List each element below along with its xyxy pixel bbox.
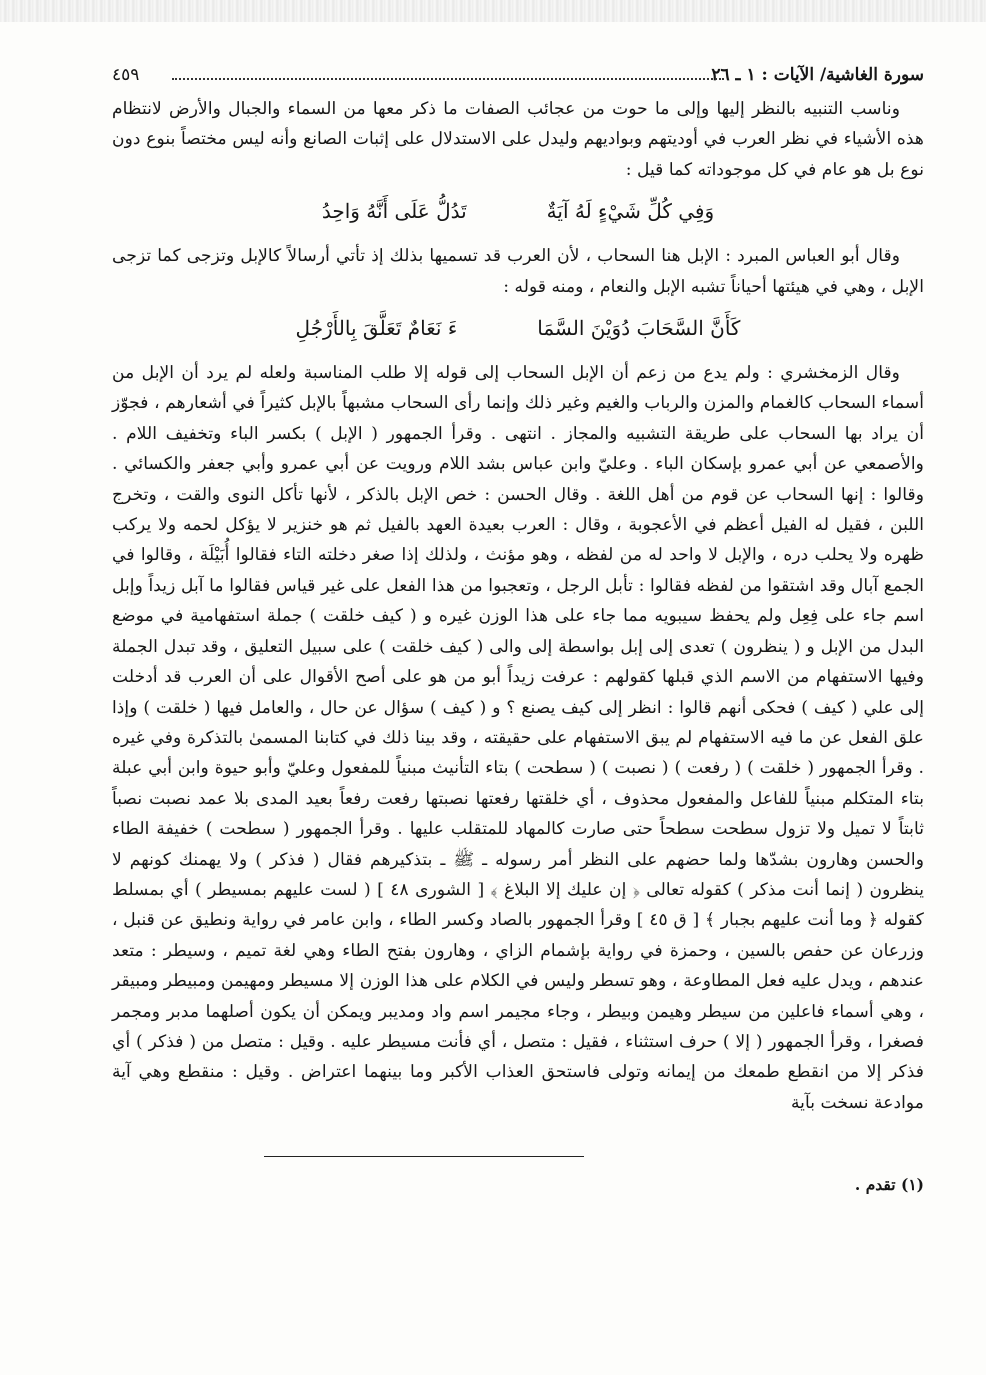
poem-verse (112, 187, 924, 235)
paragraph-mubarrad: وقال أبو العباس المبرد : الإبل هنا السحاب ، لأن العرب قد تسميها بذلك إذ تأتي أرسالاً كالإبل وتزجى كما تزجى الإبل ، وهي في هيئتها أحياناً تشبه الإبل والنعام ، ومنه قوله : (112, 246, 924, 297)
paragraph-zamakhshari: وقال الزمخشري : ولم يدع من زعم أن الإبل السحاب إلى قوله إلا طلب المناسبة ولعله لم يرد أن الإبل من أسماء السحاب كالغمام والمزن والرباب والغيم وغير ذلك وإنما رأى السحاب مشبهاً بالإبل كثيراً في أشعارهم ، فجوّز أن يراد بها السحاب على طريقة التشبيه والمجاز . انتهى . وقرأ الجمهور ( الإبل ) بكسر الباء وتخفيف اللام . والأصمعي عن أبي عمرو بإسكان الباء . وعليّ وابن عباس بشد اللام ورويت عن أبي عمرو وأبي جعفر والكسائي . وقالوا : إنها السحاب عن قوم من أهل اللغة . وقال الحسن : خص الإبل بالذكر ، لأنها تأكل النوى والقت ، وتخرج اللبن ، فقيل له الفيل أعظم في الأعجوبة ، وقال : العرب بعيدة العهد بالفيل ثم هو خنزير لا يؤكل لحمه ولا يركب ظهره ولا يحلب دره ، والإبل لا واحد له من لفظه ، وهو مؤنث ، ولذلك إذا صغر دخلته التاء فقالوا أُبَيْلَة ، وقالوا في الجمع آبال وقد اشتقوا من لفظه فقالوا : تأبل الرجل ، وتعجبوا من هذا الفعل على غير قياس فقالوا ما آبل زيداً وإبل اسم جاء على فِعِل ولم يحفظ سيبويه مما جاء على هذا الوزن غيره و ( كيف خلقت ) جملة استفهامية في موضع البدل من الإبل و ( ينظرون ) تعدى إلى إبل بواسطة إلى والى ( كيف خلقت ) على سبيل التعليق ، وقد تبدل الجملة وفيها الاستفهام من الاسم الذي قبلها كقولهم : عرفت زيداً أبو من هو على أصح الأقوال على أن العرب قد أدخلت إلى علي ( كيف ) فحكى أنهم قالوا : انظر إلى كيف يصنع ؟ و ( كيف ) سؤال عن حال ، والعامل فيها ( خلقت ) وإذا علق الفعل عن ما فيه الاستفهام لم يبق الاستفهام على حقيقته ، وقد بينا ذلك في كتابنا المسمىٰ بالتذكرة وفي غيره . وقرأ الجمهور ( خلقت ) ( رفعت ) ( نصبت ) ( سطحت ) بتاء التأنيث مبنياً للمفعول وعليّ وأبو حيوة وابن أبي عبلة بتاء المتكلم مبنياً للفاعل والمفعول محذوف ، أي خلقتها رفعتها نصبتها رفعت رفعاً بعيد المدى بلا عمد نصبت نصباً ثابتاً لا تميل ولا تزول سطحت سطحاً حتى صارت كالمهاد للمتقلب عليها . وقرأ الجمهور ( سطحت ) خفيفة الطاء والحسن وهارون بشدّها ولما حضهم على النظر أمر رسوله ـ ﷺ ـ بتذكيرهم فقال ( فذكر ) ولا يهمنك كونهم لا ينظرون ( إنما أنت مذكر ) كقوله تعالى ﴿ إن عليك إلا البلاغ ﴾ [ الشورى ٤٨ ] ( لست عليهم بمسيطر ) أي بمسلط كقوله ﴿ وما أنت عليهم بجبار ﴾ [ ق ٤٥ ] وقرأ الجمهور بالصاد وكسر الطاء ، وابن عامر في رواية ونطيق عن قنبل ، وزرعان عن حفص بالسين ، وحمزة في رواية بإشمام الزاي ، وهارون بفتح الطاء وهي لغة تميم ، وسيطر : متعد عندهم ، ويدل عليه فعل المطاوعة ، وهو تسطر وليس في الكلام على هذا الوزن إلا مسيطر ومهيمن ومبيطر ومبيقر ، وهي أسماء فاعلين من سيطر وهيمن وبيطر ، وجاء مجيمر اسم واد ومديبر ويمكن أن يكون أصلهما مدبر ومجمر فصغرا ، وقرأ الجمهور ( إلا ) حرف استثناء ، فقيل : متصل ، أي فأنت مسيطر عليه . وقيل : متصل من ( فذكر ) أي فذكر إلا من انقطع طمعك من إيمانه وتولى فاستحق العذاب الأكبر وما بينهما اعتراض . وقيل : منقطع وهي آية موادعة نسخت بآية (112, 363, 925, 1113)
header-leader-dots (172, 78, 724, 80)
footnote-separator (264, 1156, 584, 1157)
verse-hemistich: كَأَنَّ السَّحَابَ دُوَيْنَ السَّمَا (537, 316, 741, 341)
verse-hemistich: تَدُلُّ عَلَى أَنَّهُ وَاحِدُ (321, 199, 467, 224)
running-header (112, 60, 924, 94)
scan-edge-artifact (0, 0, 986, 22)
paragraph-intro: وناسب التنبيه بالنظر إليها وإلى ما حوت من عجائب الصفات ما ذكر معها من السماء والجبال والأرض لانتظام هذه الأشياء في نظر العرب في أوديتهم وبواديهم وليدل على الاستدلال على إثبات الصانع وأنه ليس مختصاً بنوع دون نوع بل هو عام في كل موجوداته كما قيل : (112, 99, 924, 180)
poem-verse (112, 304, 924, 352)
page-number: ٤٥٩ (112, 65, 140, 85)
book-page (112, 60, 924, 1340)
footnote: (١) تقدم . (854, 1175, 924, 1195)
verse-hemistich: وَفِي كُلِّ شَيْءٍ لَهُ آيَةٌ (546, 199, 715, 224)
verse-hemistich: ءَ نَعَامٌ تَعَلَّقَ بِالأَرْجُلِ (295, 316, 458, 341)
surah-title: سورة الغاشية/ الآيات : ١ ـ ٢٦ (711, 65, 924, 85)
